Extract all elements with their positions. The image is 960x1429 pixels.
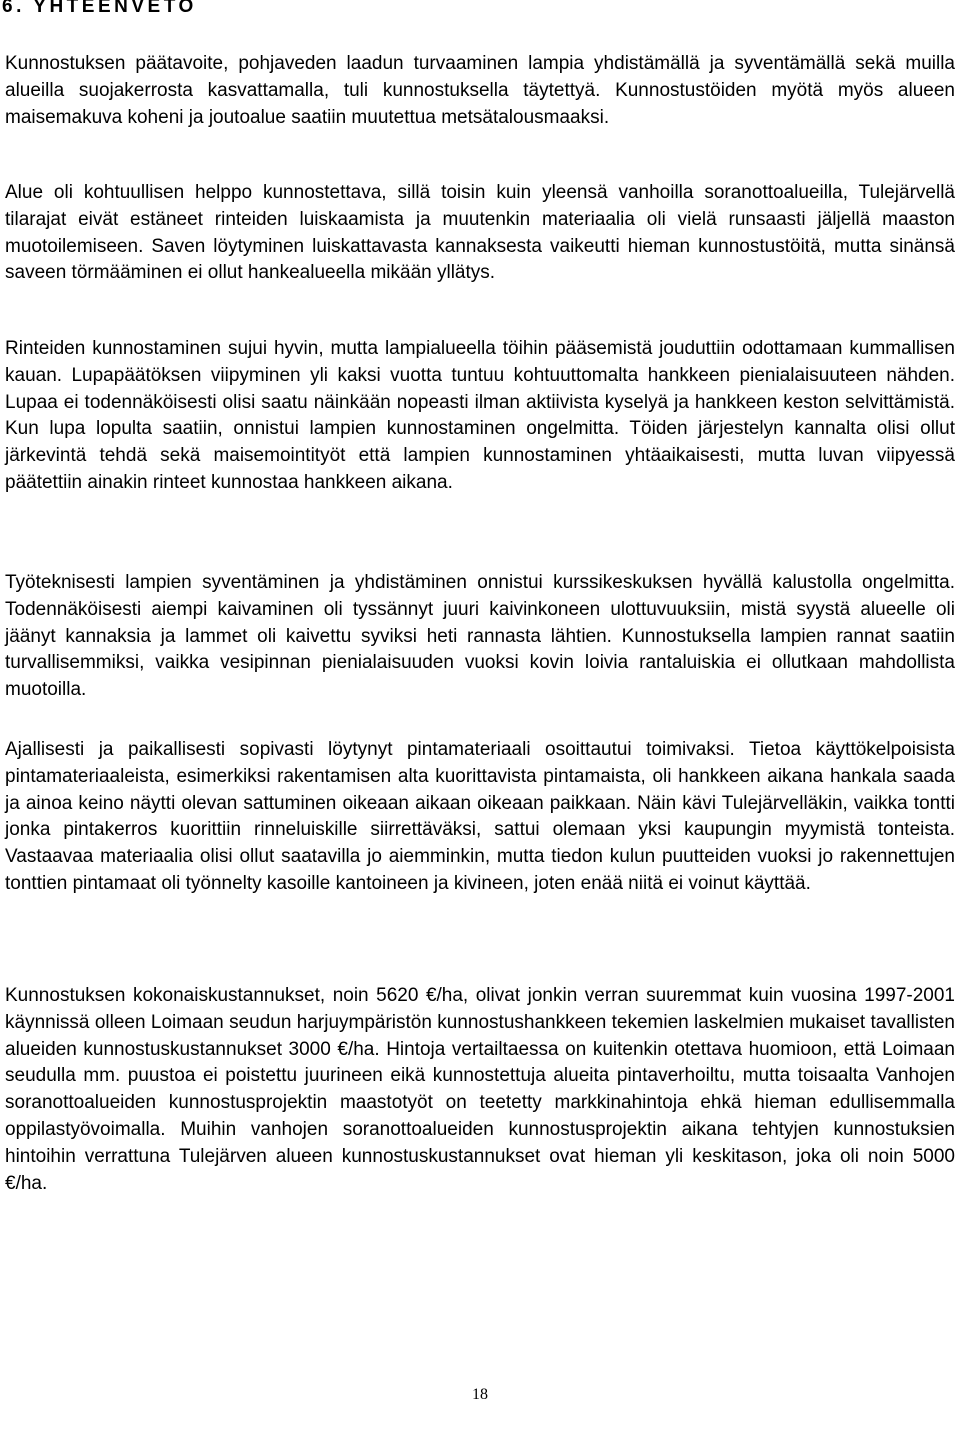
paragraph-slope-restoration: Rinteiden kunnostaminen sujui hyvin, mutta lampialueella töihin pääsemistä jouduttiin odottamaan kummallisen kauan. Lupapäätöksen viipyminen yli kaksi vuotta tuntuu kohtuuttomalta hankkeen pienialaisuuteen nähden. Lupaa ei todennäköisesti olisi saatu näinkään nopeasti ilman aktiivista kyselyä ja hankkeen keston selvittämistä. Kun lupa lopulta saatiin, onnistui lampien kunnostaminen ongelmitta. Töiden järjestelyn kannalta olisi ollut järkevintä tehdä sekä maisemointityöt että lampien kunnostaminen yhtäaikaisesti, mutta luvan viipyessä päätettiin ainakin rinteet kunnostaa hankkeen aikana. <box>5 338 955 493</box>
page-number: 18 <box>472 1386 488 1403</box>
paragraph-pond-deepening: Työteknisesti lampien syventäminen ja yhdistäminen onnistui kurssikeskuksen hyvällä kalustolla ongelmitta. Todennäköisesti aiempi kaivaminen oli tyssännyt juuri kaivinkoneen ulottuvuuksiin, mistä syystä alueelle oli jäänyt kannaksia ja lammet oli kaivettu syviksi heti rannasta lähtien. Kunnostuksella lampien rannat saatiin turvallisemmiksi, vaikka vesipinnan pienialaisuuden vuoksi kovin loivia rantaluiskia ei ollutkaan mahdollista muotoilla. <box>5 572 955 701</box>
paragraph-summary-goal: Kunnostuksen päätavoite, pohjaveden laadun turvaaminen lampia yhdistämällä ja syventämällä sekä muilla alueilla suojakerrosta kasvattamalla, tuli kunnostuksella täytettyä. Kunnostustöiden myötä myös alueen maisemakuva koheni ja joutoalue saatiin muutettua metsätalousmaaksi. <box>5 53 955 128</box>
paragraph-surface-material: Ajallisesti ja paikallisesti sopivasti löytynyt pintamateriaali osoittautui toimivaksi. Tietoa käyttökelpoisista pintamateriaaleista, esimerkiksi rakentamisen alta kuorittavista pintamaista, oli hankkeen aikana hankala saada ja ainoa keino näytti olevan sattuminen oikeaan aikaan oikeaan paikkaan. Näin kävi Tulejärvelläkin, vaikka tontti jonka pintakerros kuorittiin rinneluiskille siirrettäväksi, sattui olemaan yksi kaupungin myymistä tonteista. Vastaavaa materiaalia olisi ollut saatavilla jo aiemminkin, mutta tiedon kulun puutteiden vuoksi jo rakennettujen tonttien pintamaat oli työnnelty kasoille kantoineen ja kivineen, joten enää niitä ei voinut käyttää. <box>5 739 955 894</box>
paragraph-costs: Kunnostuksen kokonaiskustannukset, noin 5620 €/ha, olivat jonkin verran suuremmat kuin vuosina 1997-2001 käynnissä olleen Loimaan seudun harjuympäristön kunnostushankkeen tekemien laskelmien mukaiset tavallisten alueiden kunnostuskustannukset 3000 €/ha. Hintoja vertailtaessa on kuitenkin otettava huomioon, että Loimaan seudulla mm. puustoa ei poistettu juurineen eikä kunnostettuja alueita pintaverhoiltu, mutta toisaalta Vanhojen soranottoalueiden kunnostusprojektin maastotyöt on teetetty markkinahintoja ehkä hieman edullisemmalla oppilastyövoimalla. Muihin vanhojen soranottoalueiden kunnostusprojektin aikana tehtyjen kunnostuksien hintoihin verrattuna Tulejärven alueen kunnostuskustannukset ovat hieman yli keskitason, joka oli noin 5000 €/ha. <box>5 985 955 1194</box>
section-heading: 6. YHTEENVETO <box>2 0 197 17</box>
paragraph-site-conditions: Alue oli kohtuullisen helppo kunnostettava, sillä toisin kuin yleensä vanhoilla soranottoalueilla, Tulejärvellä tilarajat eivät estäneet rinteiden luiskaamista ja muutenkin materiaalia oli vielä runsaasti jäljellä maaston muotoilemiseen. Saven löytyminen luiskattavasta kannaksesta vaikeutti hieman kunnostustöitä, mutta sinänsä saveen törmääminen ei ollut hankealueella mikään yllätys. <box>5 182 955 284</box>
